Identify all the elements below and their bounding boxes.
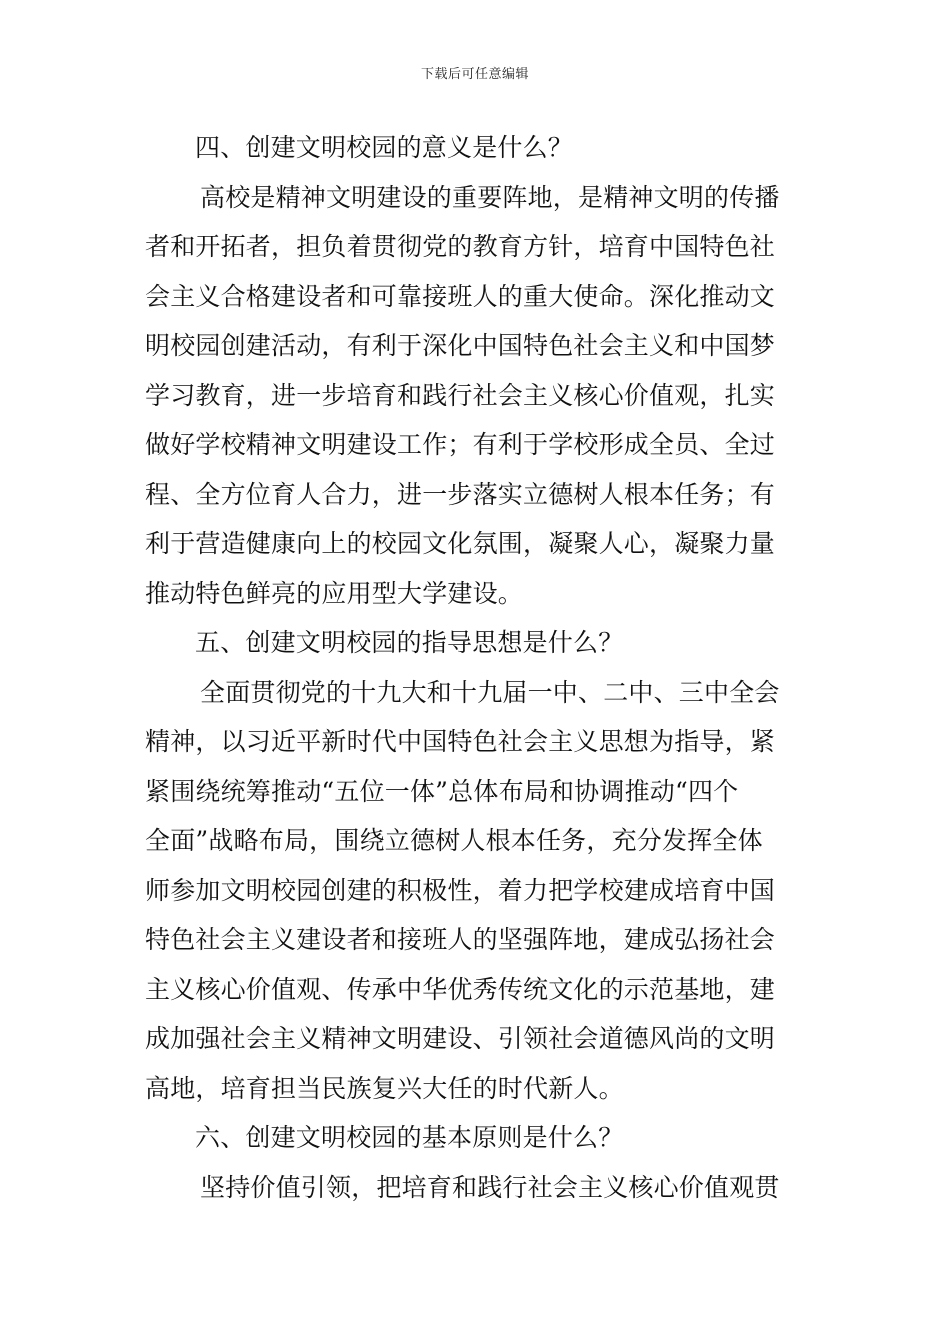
paragraph-line: 明校园创建活动，有利于深化中国特色社会主义和中国梦 [145, 331, 776, 360]
paragraph-line: 做好学校精神文明建设工作；有利于学校形成全员、全过 [145, 430, 776, 459]
paragraph-line: 高地，培育担当民族复兴大任的时代新人。 [145, 1073, 624, 1103]
paragraph-line: 者和开拓者，担负着贯彻党的教育方针，培育中国特色社 [145, 232, 776, 261]
paragraph-line: 会主义合格建设者和可靠接班人的重大使命。深化推动文 [145, 281, 776, 311]
paragraph-line: 高校是精神文明建设的重要阵地，是精神文明的传播 [200, 182, 780, 212]
page-header-note: 下载后可任意编辑 [420, 67, 529, 82]
paragraph-line: 师参加文明校园创建的积极性，着力把学校建成培育中国 [145, 875, 776, 905]
section-heading-4: 四、创建文明校园的意义是什么？ [195, 133, 574, 162]
paragraph-line: 全面贯彻党的十九大和十九届一中、二中、三中全会 [200, 677, 780, 707]
paragraph-line: 坚持价值引领，把培育和践行社会主义核心价值观贯 [200, 1172, 780, 1202]
paragraph-line: 成加强社会主义精神文明建设、引领社会道德风尚的文明 [145, 1024, 776, 1053]
paragraph-line: 特色社会主义建设者和接班人的坚强阵地，建成弘扬社会 [145, 925, 776, 954]
paragraph-line: 利于营造健康向上的校园文化氛围，凝聚人心，凝聚力量 [145, 529, 776, 558]
section-heading-5: 五、创建文明校园的指导思想是什么？ [195, 628, 624, 657]
section-heading-6: 六、创建文明校园的基本原则是什么？ [195, 1123, 624, 1152]
document-body [145, 123, 805, 1212]
paragraph-line: 紧围绕统筹推动“五位一体”总体布局和协调推动“四个 [145, 776, 739, 806]
paragraph-line: 全面”战略布局，围绕立德树人根本任务，充分发挥全体 [145, 826, 763, 855]
paragraph-line: 程、全方位育人合力，进一步落实立德树人根本任务；有 [145, 479, 776, 509]
paragraph-line: 精神，以习近平新时代中国特色社会主义思想为指导，紧 [145, 727, 776, 756]
paragraph-line: 学习教育，进一步培育和践行社会主义核心价值观，扎实 [145, 380, 776, 410]
paragraph-line: 主义核心价值观、传承中华优秀传统文化的示范基地，建 [145, 974, 776, 1004]
paragraph-line: 推动特色鲜亮的应用型大学建设。 [145, 578, 524, 608]
